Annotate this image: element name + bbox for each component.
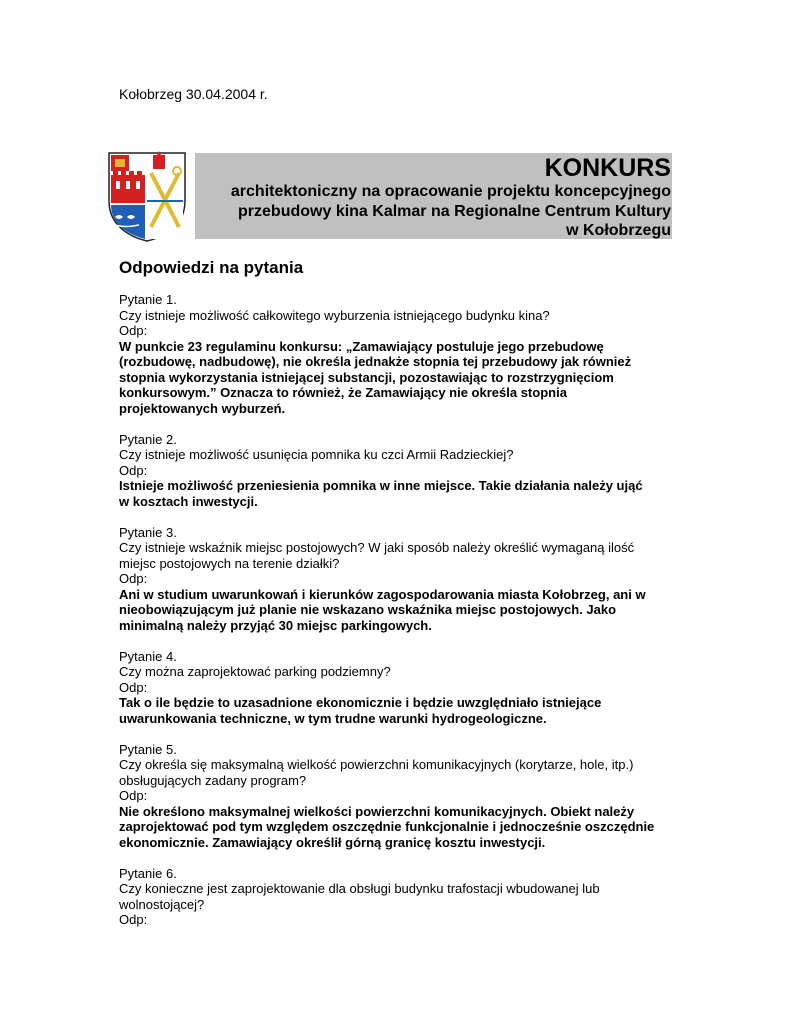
answer-label: Odp:	[119, 462, 148, 478]
qa-list	[119, 292, 679, 943]
question-text: Czy można zaprojektować parking podziemny?	[119, 664, 391, 679]
banner-subtitle-line: w Kołobrzegu	[566, 222, 671, 239]
banner-subtitle-line: architektoniczny na opracowanie projektu koncepcyjnego	[230, 183, 671, 200]
answer-text: Tak o ile będzie to uzasadnione ekonomicznie i będzie uwzględniało istniejące	[119, 695, 602, 710]
answer-text: Istnieje możliwość przeniesienia pomnika w inne miejsce. Takie działania należy ująć	[119, 478, 643, 493]
answer-label: Odp:	[119, 571, 148, 586]
competition-banner	[195, 153, 672, 239]
section-heading: Odpowiedzi na pytania	[119, 258, 304, 277]
question-text: Czy istnieje wskaźnik miejsc postojowych? W jaki sposób należy określić wymaganą ilość	[119, 540, 635, 555]
answer-text: ekonomicznie. Zamawiający określił górną granicę kosztu inwestycji.	[119, 834, 546, 850]
question-text: obsługujących zadany program?	[119, 772, 307, 788]
question-label: Pytanie 4.	[119, 648, 177, 664]
crest-mitre	[153, 155, 165, 169]
answer-text: stopnia wykorzystania istniejącej substancji, pozostawiając to rozstrzygnięciom	[119, 369, 614, 385]
answer-text: zaprojektować pod tym względem oszczędnie funkcjonalnie i jednocześnie oszczędnie	[119, 819, 655, 834]
question-label: Pytanie 3.	[119, 524, 177, 540]
qa-item	[119, 742, 679, 851]
answer-text: Ani w studium uwarunkowań i kierunków zagospodarowania miasta Kołobrzeg, ani w	[119, 586, 646, 602]
question-label: Pytanie 1.	[119, 292, 177, 307]
banner-title: KONKURS	[544, 154, 671, 182]
question-text: wolnostojącej?	[119, 896, 205, 912]
qa-item	[119, 649, 679, 727]
qa-item	[119, 866, 679, 928]
answer-text: uwarunkowania techniczne, w tym trudne warunki hydrogeologiczne.	[119, 710, 547, 726]
qa-item	[119, 432, 679, 510]
answer-label: Odp:	[119, 679, 148, 695]
question-text: Czy konieczne jest zaprojektowanie dla obsługi budynku trafostacji wbudowanej lub	[119, 881, 600, 896]
question-text: Czy określa się maksymalną wielkość powierzchni komunikacyjnych (korytarze, hole, itp.)	[119, 757, 634, 772]
answer-text: w kosztach inwestycji.	[119, 493, 258, 509]
answer-text: projektowanych wyburzeń.	[119, 400, 286, 416]
answer-text: Nie określono maksymalnej wielkości powierzchni komunikacyjnych. Obiekt należy	[119, 803, 635, 819]
answer-label: Odp:	[119, 912, 148, 927]
answer-text: minimalną należy przyjąć 30 miejsc parkingowych.	[119, 617, 432, 633]
question-text: Czy istnieje możliwość całkowitego wyburzenia istniejącego budynku kina?	[119, 307, 550, 323]
banner-subtitle-line: przebudowy kina Kalmar na Regionalne Centrum Kultury	[238, 202, 671, 220]
question-text: miejsc postojowych na terenie działki?	[119, 555, 340, 571]
answer-label: Odp:	[119, 788, 148, 803]
answer-text: W punkcie 23 regulaminu konkursu: „Zamawiający postuluje jego przebudowę	[119, 338, 604, 354]
question-label: Pytanie 2.	[119, 431, 177, 447]
city-coat-of-arms-icon	[107, 151, 187, 243]
question-label: Pytanie 5.	[119, 741, 177, 757]
qa-item	[119, 525, 679, 634]
question-label: Pytanie 6.	[119, 865, 177, 881]
document-date: Kołobrzeg 30.04.2004 r.	[119, 86, 268, 102]
answer-label: Odp:	[119, 323, 148, 338]
qa-item	[119, 292, 679, 416]
answer-text: nieobowiązującym już planie nie wskazano wskaźnika miejsc postojowych. Jako	[119, 602, 617, 617]
answer-text: konkursowym.” Oznacza to również, że Zamawiający nie określa stopnia	[119, 385, 567, 400]
question-text: Czy istnieje możliwość usunięcia pomnika ku czci Armii Radzieckiej?	[119, 447, 514, 462]
answer-text: (rozbudowę, nadbudowę), nie określa jednakże stopnia tej przebudowy jak również	[119, 354, 632, 369]
